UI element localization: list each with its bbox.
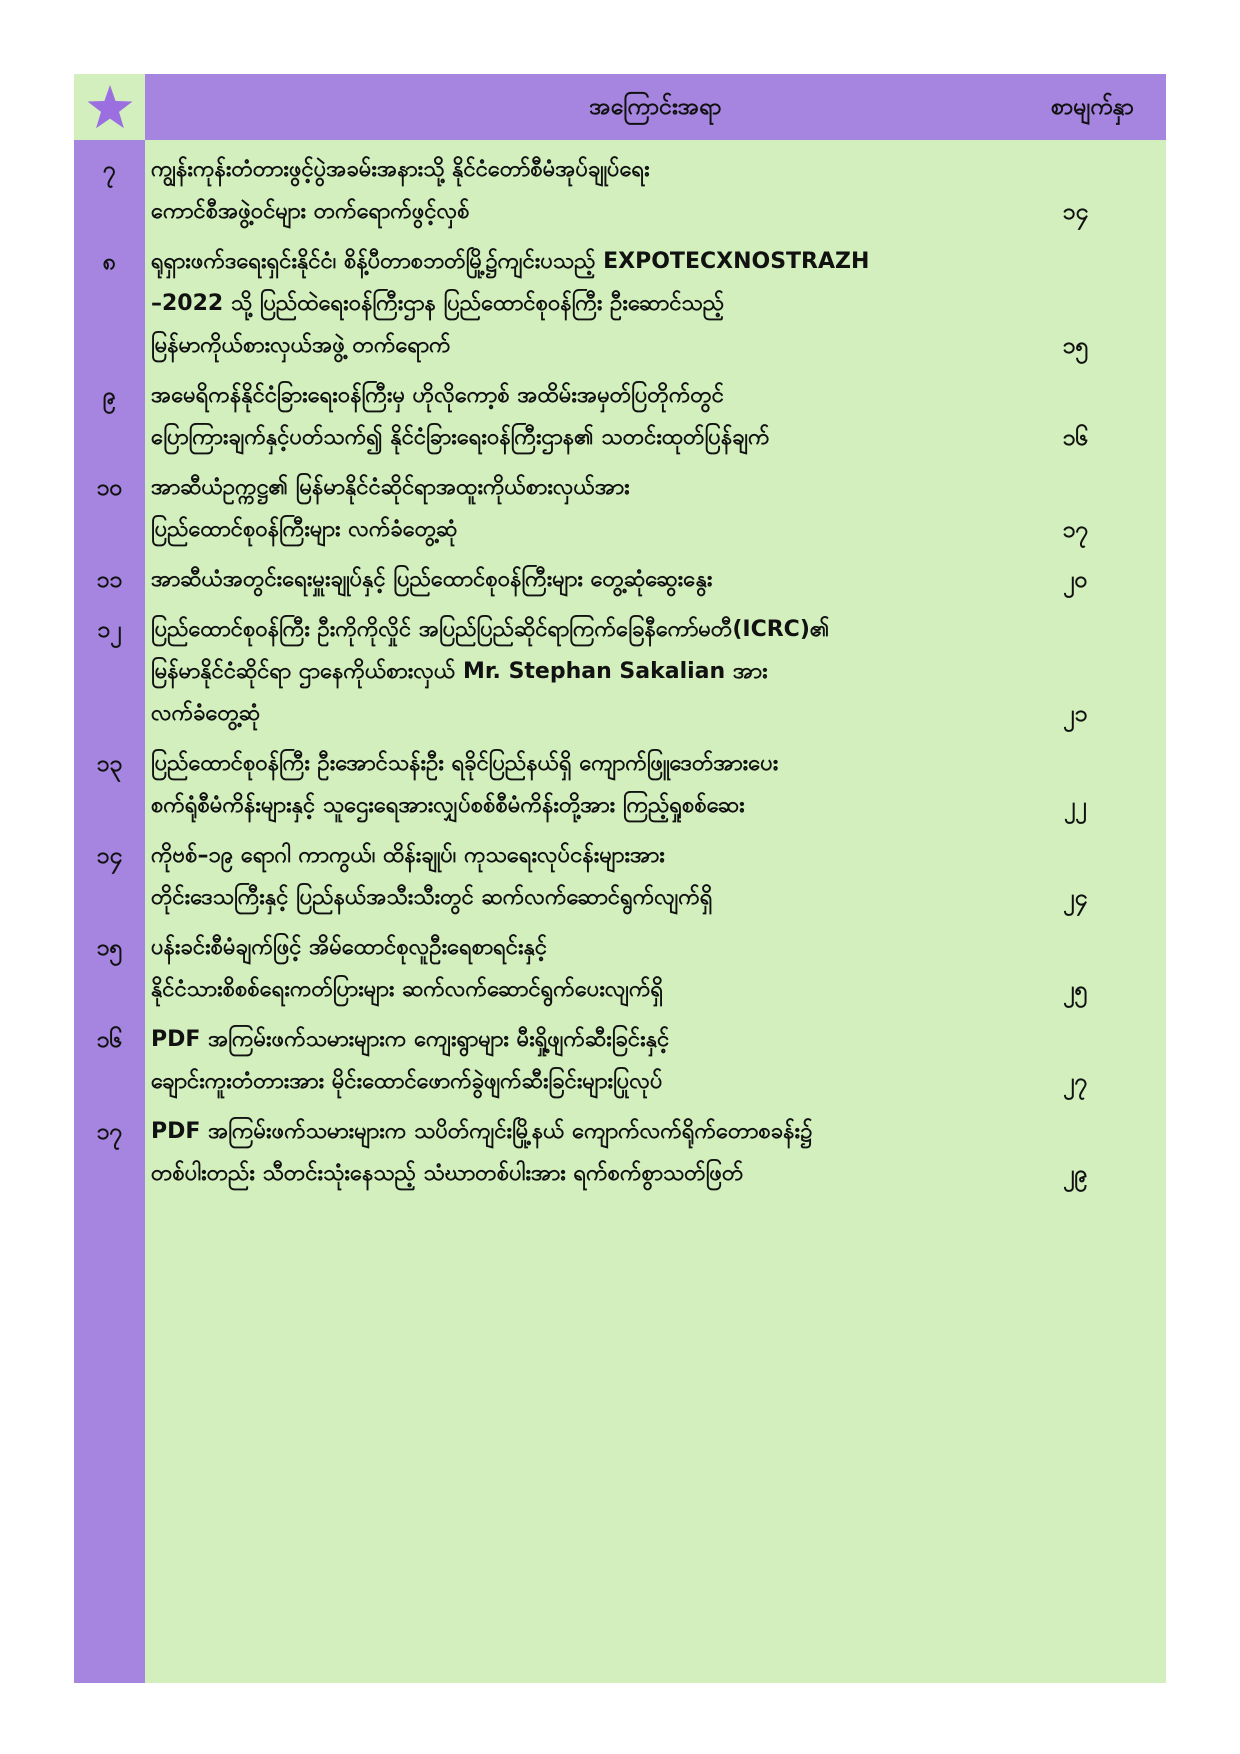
entry-title-line: စက်ရုံစီမံကိန်းများနှင့် သူဌေးရေအားလျှပ်စစ်စီမံကိန်းတို့အား ကြည့်ရှုစစ်ဆေး (151, 793, 745, 818)
entry-title (145, 927, 1015, 1011)
toc-entry[interactable] (74, 149, 1166, 233)
entry-title-line: ရုရှားဖက်ဒရေးရှင်းနိုင်ငံ၊ စိန့်ပီတာစဘတ်မြို့၌ကျင်းပသည့် EXPOTECXNOSTRAZH (151, 249, 870, 274)
toc-entry[interactable] (74, 375, 1166, 459)
entry-title (145, 467, 1015, 551)
entry-title (145, 241, 1015, 367)
entry-title-line: နိုင်ငံသားစိစစ်ရေးကတ်ပြားများ ဆက်လက်ဆောင်ရွက်ပေးလျက်ရှိ (151, 977, 664, 1002)
entry-page-number: ၁၆ (1062, 425, 1089, 451)
entry-page-number: ၂၇ (1063, 1069, 1088, 1095)
entry-title-line: မြန်မာနိုင်ငံဆိုင်ရာ ဌာနေကိုယ်စားလှယ် Mr. Stephan Sakalian အား (151, 659, 768, 684)
entry-title-line: တစ်ပါးတည်း သီတင်းသုံးနေသည့် သံဃာတစ်ပါးအား ရက်စက်စွာသတ်ဖြတ် (151, 1161, 744, 1186)
entry-title-line: မြန်မာကိုယ်စားလှယ်အဖွဲ့ တက်ရောက် (151, 333, 451, 358)
entry-title (145, 743, 1015, 827)
entry-title (145, 835, 1015, 919)
entry-number: ၁၃ (96, 751, 123, 777)
entry-number: ၈ (102, 249, 117, 275)
entry-number: ၁၀ (96, 475, 123, 501)
header-bar (145, 74, 1166, 140)
entry-page-number: ၁၅ (1062, 333, 1089, 359)
entry-number: ၁၇ (96, 1119, 123, 1145)
entry-title-line: ကျွန်းကုန်းတံတားဖွင့်ပွဲအခမ်းအနားသို့ နိုင်ငံတော်စီမံအုပ်ချုပ်ရေး (151, 157, 650, 182)
entry-title-line: PDF အကြမ်းဖက်သမားများက သပိတ်ကျင်းမြို့နယ် ကျောက်လက်ရိုက်တောစခန်း၌ (151, 1119, 813, 1144)
contents-heading: အကြောင်းအရာ (589, 94, 722, 120)
entry-title (145, 149, 1015, 233)
entry-title-line: အာဆီယံအတွင်းရေးမှူးချုပ်နှင့် ပြည်ထောင်စုဝန်ကြီးများ တွေ့ဆုံဆွေးနွေး (151, 567, 713, 592)
entry-page-number: ၁၄ (1062, 199, 1089, 225)
entry-page-number: ၂၄ (1063, 885, 1088, 911)
entry-title-line: ကောင်စီအဖွဲ့ဝင်များ တက်ရောက်ဖွင့်လှစ် (151, 199, 470, 224)
entry-number: ၇ (103, 157, 116, 183)
entry-number: ၉ (103, 383, 116, 409)
entry-title-line: ပြည်ထောင်စုဝန်ကြီး ဦးအောင်သန်းဦး ရခိုင်ပြည်နယ်ရှိ ကျောက်ဖြူဒေတ်အားပေး (151, 751, 779, 776)
entry-title-line: ကိုဗစ်–၁၉ ရောဂါ ကာကွယ်၊ ထိန်းချုပ်၊ ကုသရေးလုပ်ငန်းများအား (151, 843, 665, 868)
entry-title-line: လက်ခံတွေ့ဆုံ (151, 701, 261, 726)
entry-title-line: ပြည်ထောင်စုဝန်ကြီးများ လက်ခံတွေ့ဆုံ (151, 517, 458, 542)
table-of-contents (74, 74, 1166, 1683)
entry-title-line: ပြည်ထောင်စုဝန်ကြီး ဦးကိုကိုလှိုင် အပြည်ပြည်ဆိုင်ရာကြက်ခြေနီကော်မတီ(ICRC)၏ (151, 617, 830, 642)
entry-title-line: ပြောကြားချက်နှင့်ပတ်သက်၍ နိုင်ငံခြားရေးဝန်ကြီးဌာန၏ သတင်းထုတ်ပြန်ချက် (151, 425, 770, 450)
star-cell (74, 74, 145, 140)
toc-header (74, 74, 1166, 140)
entry-page-number: ၂၀ (1063, 567, 1088, 593)
toc-entry[interactable] (74, 835, 1166, 919)
entry-title (145, 1019, 1015, 1103)
toc-entry[interactable] (74, 1111, 1166, 1195)
entry-page-number: ၂၉ (1063, 1161, 1088, 1187)
entry-title (145, 1111, 1015, 1195)
entry-page-number: ၂၅ (1063, 977, 1088, 1003)
toc-entry[interactable] (74, 1019, 1166, 1103)
entry-title-line: –2022 သို့ ပြည်ထဲရေးဝန်ကြီးဌာန ပြည်ထောင်စုဝန်ကြီး ဦးဆောင်သည့် (151, 291, 725, 316)
entry-title (145, 609, 1015, 735)
entry-number: ၁၅ (96, 935, 123, 961)
entry-number: ၁၁ (96, 567, 123, 593)
entry-page-number: ၂၁ (1063, 701, 1088, 727)
entry-title (145, 375, 1015, 459)
toc-entry[interactable] (74, 559, 1166, 601)
entry-number: ၁၂ (97, 617, 122, 643)
entry-title-line: အာဆီယံဥက္ကဋ္ဌ၏ မြန်မာနိုင်ငံဆိုင်ရာအထူးကိုယ်စားလှယ်အား (151, 475, 630, 500)
toc-entry[interactable] (74, 743, 1166, 827)
toc-entries (74, 149, 1166, 1203)
entry-title-line: ချောင်းကူးတံတားအား မိုင်းထောင်ဖောက်ခွဲဖျက်ဆီးခြင်းများပြုလုပ် (151, 1069, 663, 1094)
entry-title (145, 559, 1015, 601)
entry-title-line: ပန်းခင်းစီမံချက်ဖြင့် အိမ်ထောင်စုလူဦးရေစာရင်းနှင့် (151, 935, 548, 960)
toc-entry[interactable] (74, 467, 1166, 551)
star-icon (86, 83, 134, 131)
entry-title-line: PDF အကြမ်းဖက်သမားများက ကျေးရွာများ မီးရှို့ဖျက်ဆီးခြင်းနှင့် (151, 1027, 670, 1052)
entry-page-number: ၂၂ (1064, 793, 1087, 819)
entry-title-line: တိုင်းဒေသကြီးနှင့် ပြည်နယ်အသီးသီးတွင် ဆက်လက်ဆောင်ရွက်လျက်ရှိ (151, 885, 713, 910)
entry-page-number: ၁၇ (1062, 517, 1089, 543)
page-column-heading: စာမျက်နှာ (1050, 94, 1134, 120)
toc-entry[interactable] (74, 927, 1166, 1011)
toc-entry[interactable] (74, 609, 1166, 735)
entry-number: ၁၆ (96, 1027, 123, 1053)
entry-title-line: အမေရိကန်နိုင်ငံခြားရေးဝန်ကြီးမှ ဟိုလိုကော့စ် အထိမ်းအမှတ်ပြတိုက်တွင် (151, 383, 724, 408)
entry-number: ၁၄ (96, 843, 123, 869)
toc-entry[interactable] (74, 241, 1166, 367)
